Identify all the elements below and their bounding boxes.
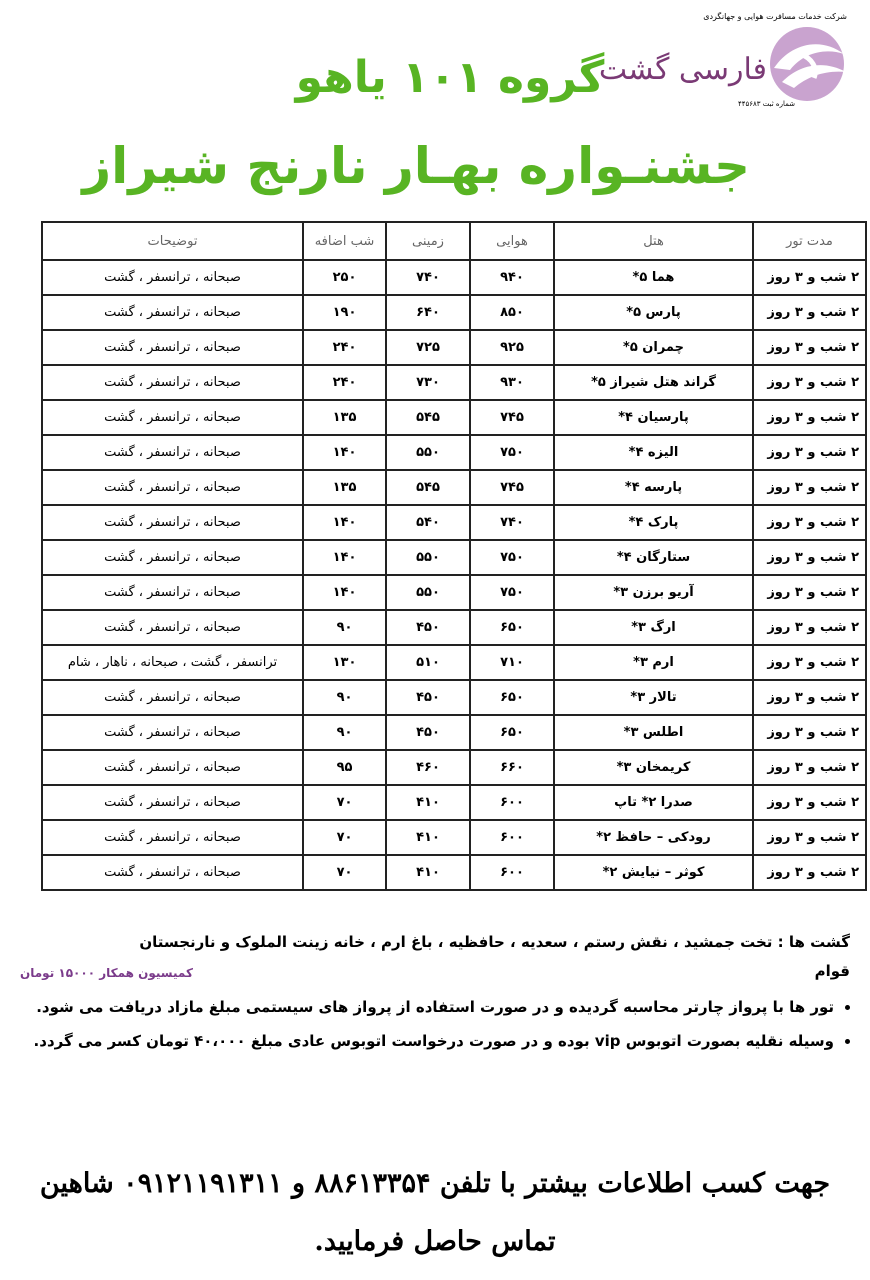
table-row <box>42 295 866 330</box>
cell-hotel: آریو برزن ۳* <box>554 575 753 610</box>
cell-land-price: ۵۵۰ <box>386 435 470 470</box>
cell-description: صبحانه ، ترانسفر ، گشت <box>42 785 303 820</box>
cell-air-price: ۶۰۰ <box>470 820 554 855</box>
cell-extra-night-price: ۷۰ <box>303 820 386 855</box>
cell-description: صبحانه ، ترانسفر ، گشت <box>42 505 303 540</box>
cell-duration: ۲ شب و ۳ روز <box>753 435 866 470</box>
festival-title: جشنـواره بهـار نارنج شیراز <box>82 137 750 195</box>
cell-extra-night-price: ۹۰ <box>303 610 386 645</box>
cell-land-price: ۵۴۰ <box>386 505 470 540</box>
table-row <box>42 645 866 680</box>
cell-duration: ۲ شب و ۳ روز <box>753 715 866 750</box>
cell-land-price: ۴۵۰ <box>386 715 470 750</box>
contact-closing-line: تماس حاصل فرمایید. <box>314 1226 556 1257</box>
cell-extra-night-price: ۱۳۰ <box>303 645 386 680</box>
cell-extra-night-price: ۹۵ <box>303 750 386 785</box>
cell-duration: ۲ شب و ۳ روز <box>753 260 866 295</box>
table-row <box>42 260 866 295</box>
header-description: توضیحات <box>42 222 303 260</box>
cell-land-price: ۴۵۰ <box>386 610 470 645</box>
cell-duration: ۲ شب و ۳ روز <box>753 400 866 435</box>
tours-list-continued: قوام <box>814 962 850 980</box>
cell-description: صبحانه ، ترانسفر ، گشت <box>42 470 303 505</box>
logo-registration: شماره ثبت ۴۴۵۶۸۳ <box>737 100 795 108</box>
notes-section <box>20 928 850 1058</box>
group-title: گروه ۱۰۱ یاهو <box>295 52 605 103</box>
table-row <box>42 575 866 610</box>
cell-hotel: پارسیان ۴* <box>554 400 753 435</box>
table-row <box>42 715 866 750</box>
header-hotel: هتل <box>554 222 753 260</box>
cell-land-price: ۴۶۰ <box>386 750 470 785</box>
table-row <box>42 785 866 820</box>
cell-extra-night-price: ۱۹۰ <box>303 295 386 330</box>
cell-extra-night-price: ۱۴۰ <box>303 540 386 575</box>
cell-land-price: ۶۴۰ <box>386 295 470 330</box>
cell-hotel: رودکی – حافظ ۲* <box>554 820 753 855</box>
cell-description: صبحانه ، ترانسفر ، گشت <box>42 855 303 890</box>
cell-hotel: پارس ۵* <box>554 295 753 330</box>
cell-air-price: ۹۴۰ <box>470 260 554 295</box>
price-table <box>41 221 867 891</box>
table-row <box>42 435 866 470</box>
cell-description: صبحانه ، ترانسفر ، گشت <box>42 610 303 645</box>
header-land: زمینی <box>386 222 470 260</box>
agency-logo <box>598 8 855 113</box>
cell-duration: ۲ شب و ۳ روز <box>753 470 866 505</box>
cell-duration: ۲ شب و ۳ روز <box>753 680 866 715</box>
cell-extra-night-price: ۱۳۵ <box>303 400 386 435</box>
cell-land-price: ۷۴۰ <box>386 260 470 295</box>
cell-land-price: ۷۳۰ <box>386 365 470 400</box>
cell-description: صبحانه ، ترانسفر ، گشت <box>42 400 303 435</box>
cell-air-price: ۷۵۰ <box>470 540 554 575</box>
logo-company-line: شرکت خدمات مسافرت هوایی و جهانگردی <box>703 12 847 21</box>
cell-land-price: ۴۱۰ <box>386 785 470 820</box>
cell-extra-night-price: ۷۰ <box>303 855 386 890</box>
cell-extra-night-price: ۲۴۰ <box>303 330 386 365</box>
cell-duration: ۲ شب و ۳ روز <box>753 365 866 400</box>
cell-description: صبحانه ، ترانسفر ، گشت <box>42 330 303 365</box>
table-row <box>42 470 866 505</box>
cell-duration: ۲ شب و ۳ روز <box>753 505 866 540</box>
cell-duration: ۲ شب و ۳ روز <box>753 610 866 645</box>
cell-description: صبحانه ، ترانسفر ، گشت <box>42 820 303 855</box>
cell-air-price: ۷۵۰ <box>470 575 554 610</box>
cell-duration: ۲ شب و ۳ روز <box>753 855 866 890</box>
cell-land-price: ۵۴۵ <box>386 470 470 505</box>
cell-duration: ۲ شب و ۳ روز <box>753 785 866 820</box>
table-row <box>42 820 866 855</box>
cell-hotel: گراند هتل شیراز ۵* <box>554 365 753 400</box>
table-row <box>42 330 866 365</box>
table-row <box>42 365 866 400</box>
tours-list: گشت ها : تخت جمشید ، نقش رستم ، سعدیه ، حافظیه ، باغ ارم ، خانه زینت الملوک و نارنجستان <box>139 933 850 951</box>
cell-land-price: ۵۴۵ <box>386 400 470 435</box>
cell-duration: ۲ شب و ۳ روز <box>753 750 866 785</box>
cell-duration: ۲ شب و ۳ روز <box>753 575 866 610</box>
cell-description: صبحانه ، ترانسفر ، گشت <box>42 575 303 610</box>
cell-air-price: ۶۶۰ <box>470 750 554 785</box>
cell-description: صبحانه ، ترانسفر ، گشت <box>42 365 303 400</box>
cell-air-price: ۷۴۵ <box>470 470 554 505</box>
cell-hotel: کریمخان ۳* <box>554 750 753 785</box>
cell-hotel: ارم ۳* <box>554 645 753 680</box>
cell-land-price: ۴۱۰ <box>386 820 470 855</box>
table-row <box>42 610 866 645</box>
commission-note: کمیسیون همکار ۱۵۰۰۰ تومان <box>20 966 193 980</box>
cell-hotel: کوثر – نیایش ۲* <box>554 855 753 890</box>
table-row <box>42 855 866 890</box>
table-row <box>42 750 866 785</box>
cell-air-price: ۶۰۰ <box>470 855 554 890</box>
cell-hotel: چمران ۵* <box>554 330 753 365</box>
cell-air-price: ۷۵۰ <box>470 435 554 470</box>
cell-hotel: تالار ۳* <box>554 680 753 715</box>
header-air: هوایی <box>470 222 554 260</box>
cell-duration: ۲ شب و ۳ روز <box>753 645 866 680</box>
cell-description: صبحانه ، ترانسفر ، گشت <box>42 435 303 470</box>
cell-duration: ۲ شب و ۳ روز <box>753 820 866 855</box>
cell-hotel: ارگ ۳* <box>554 610 753 645</box>
cell-air-price: ۶۵۰ <box>470 715 554 750</box>
cell-land-price: ۷۲۵ <box>386 330 470 365</box>
cell-description: صبحانه ، ترانسفر ، گشت <box>42 680 303 715</box>
cell-land-price: ۴۵۰ <box>386 680 470 715</box>
table-row <box>42 680 866 715</box>
cell-duration: ۲ شب و ۳ روز <box>753 295 866 330</box>
cell-extra-night-price: ۷۰ <box>303 785 386 820</box>
cell-hotel: هما ۵* <box>554 260 753 295</box>
table-row <box>42 400 866 435</box>
cell-duration: ۲ شب و ۳ روز <box>753 330 866 365</box>
cell-hotel: پارک ۴* <box>554 505 753 540</box>
contact-section <box>20 1155 850 1271</box>
cell-land-price: ۴۱۰ <box>386 855 470 890</box>
cell-description: ترانسفر ، گشت ، صبحانه ، ناهار ، شام <box>42 645 303 680</box>
logo-name: فارسی گشت <box>598 52 767 87</box>
table-row <box>42 505 866 540</box>
cell-description: صبحانه ، ترانسفر ، گشت <box>42 540 303 575</box>
cell-hotel: الیزه ۴* <box>554 435 753 470</box>
cell-hotel: اطلس ۳* <box>554 715 753 750</box>
cell-extra-night-price: ۹۰ <box>303 715 386 750</box>
cell-description: صبحانه ، ترانسفر ، گشت <box>42 260 303 295</box>
cell-hotel: ستارگان ۴* <box>554 540 753 575</box>
cell-hotel: صدرا ۲* تاپ <box>554 785 753 820</box>
header-duration: مدت تور <box>753 222 866 260</box>
cell-land-price: ۵۱۰ <box>386 645 470 680</box>
cell-description: صبحانه ، ترانسفر ، گشت <box>42 715 303 750</box>
cell-description: صبحانه ، ترانسفر ، گشت <box>42 295 303 330</box>
cell-extra-night-price: ۱۳۵ <box>303 470 386 505</box>
cell-extra-night-price: ۱۴۰ <box>303 505 386 540</box>
cell-extra-night-price: ۱۴۰ <box>303 575 386 610</box>
notes-bullets <box>20 990 850 1058</box>
cell-air-price: ۶۵۰ <box>470 680 554 715</box>
cell-air-price: ۹۲۵ <box>470 330 554 365</box>
cell-air-price: ۷۴۰ <box>470 505 554 540</box>
cell-air-price: ۷۴۵ <box>470 400 554 435</box>
cell-land-price: ۵۵۰ <box>386 540 470 575</box>
cell-air-price: ۶۰۰ <box>470 785 554 820</box>
cell-extra-night-price: ۱۴۰ <box>303 435 386 470</box>
logo-swoosh-icon <box>760 24 855 104</box>
cell-description: صبحانه ، ترانسفر ، گشت <box>42 750 303 785</box>
cell-duration: ۲ شب و ۳ روز <box>753 540 866 575</box>
cell-extra-night-price: ۲۴۰ <box>303 365 386 400</box>
cell-air-price: ۸۵۰ <box>470 295 554 330</box>
header-extra-night: شب اضافه <box>303 222 386 260</box>
cell-land-price: ۵۵۰ <box>386 575 470 610</box>
table-row <box>42 540 866 575</box>
note-bus: • وسیله نقلیه بصورت اتوبوس vip بوده و در صورت درخواست اتوبوس عادی مبلغ ۴۰،۰۰۰ تومان کسر می گردد. <box>20 1024 834 1058</box>
cell-extra-night-price: ۹۰ <box>303 680 386 715</box>
contact-phone-line: جهت کسب اطلاعات بیشتر با تلفن ۸۸۶۱۳۳۵۴ و ۰۹۱۲۱۱۹۱۳۱۱ شاهین <box>39 1168 831 1199</box>
cell-air-price: ۶۵۰ <box>470 610 554 645</box>
cell-extra-night-price: ۲۵۰ <box>303 260 386 295</box>
cell-air-price: ۷۱۰ <box>470 645 554 680</box>
cell-hotel: پارسه ۴* <box>554 470 753 505</box>
table-header-row <box>42 222 866 260</box>
cell-air-price: ۹۳۰ <box>470 365 554 400</box>
note-flight: • تور ها با پرواز چارتر محاسبه گردیده و در صورت استفاده از پرواز های سیستمی مبلغ مازاد دریافت می شود. <box>20 990 834 1024</box>
